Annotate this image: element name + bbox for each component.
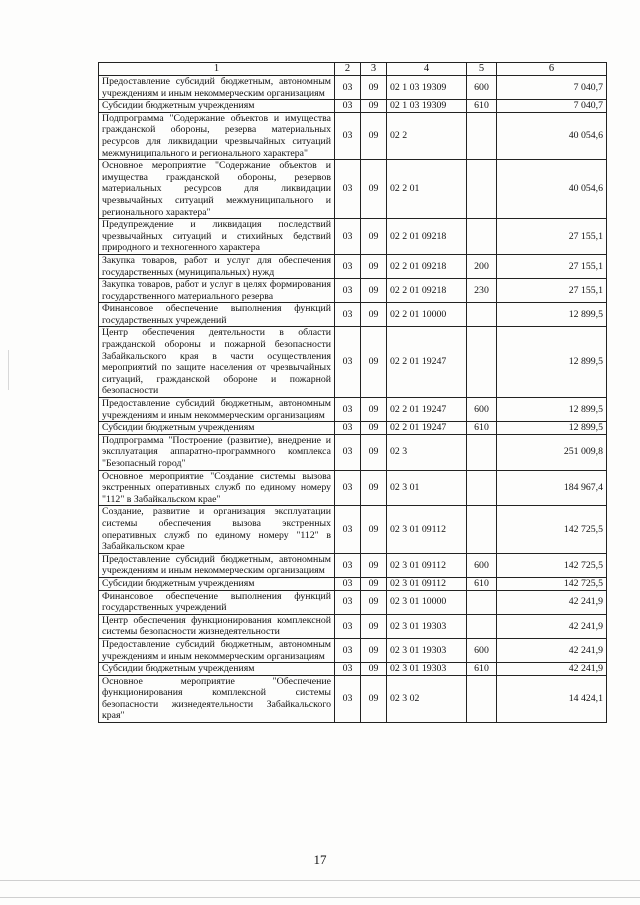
row-subsection-cell: 09 [361, 327, 387, 398]
budget-table [98, 62, 607, 723]
row-target-code-cell: 02 2 01 09218 [387, 279, 467, 303]
scan-edge-line [0, 880, 640, 881]
row-amount-cell: 42 241,9 [497, 614, 607, 638]
table-row [99, 675, 607, 722]
row-target-code-cell: 02 1 03 19309 [387, 76, 467, 100]
row-section-cell: 03 [335, 663, 361, 676]
page-number: 17 [313, 852, 327, 867]
row-subsection-cell: 09 [361, 76, 387, 100]
row-name-cell: Субсидии бюджетным учреждениям [99, 577, 335, 590]
header-cell: 6 [497, 63, 607, 76]
table-row [99, 100, 607, 113]
row-subsection-cell: 09 [361, 303, 387, 327]
row-target-code-cell: 02 3 01 10000 [387, 590, 467, 614]
row-expense-type-cell: 610 [467, 422, 497, 435]
row-expense-type-cell [467, 434, 497, 470]
row-subsection-cell: 09 [361, 470, 387, 506]
row-subsection-cell: 09 [361, 422, 387, 435]
table-row [99, 590, 607, 614]
row-section-cell: 03 [335, 638, 361, 662]
row-subsection-cell: 09 [361, 506, 387, 553]
row-name-cell: Субсидии бюджетным учреждениям [99, 100, 335, 113]
row-subsection-cell: 09 [361, 663, 387, 676]
row-amount-cell: 184 967,4 [497, 470, 607, 506]
row-subsection-cell: 09 [361, 398, 387, 422]
row-name-cell: Закупка товаров, работ и услуг для обеспечения государственных (муниципальных) нужд [99, 254, 335, 278]
row-expense-type-cell [467, 112, 497, 159]
row-amount-cell: 12 899,5 [497, 327, 607, 398]
row-name-cell: Создание, развитие и организация эксплуатации системы обеспечения вызова экстренных оперативных служб по единому номеру "112" в Забайкальском крае [99, 506, 335, 553]
row-target-code-cell: 02 3 01 19303 [387, 614, 467, 638]
row-target-code-cell: 02 2 01 10000 [387, 303, 467, 327]
row-subsection-cell: 09 [361, 638, 387, 662]
row-section-cell: 03 [335, 303, 361, 327]
row-target-code-cell: 02 2 01 09218 [387, 254, 467, 278]
row-amount-cell: 42 241,9 [497, 638, 607, 662]
row-amount-cell: 12 899,5 [497, 303, 607, 327]
row-expense-type-cell: 230 [467, 279, 497, 303]
table-row [99, 303, 607, 327]
row-subsection-cell: 09 [361, 100, 387, 113]
row-expense-type-cell [467, 219, 497, 255]
row-expense-type-cell [467, 160, 497, 219]
row-section-cell: 03 [335, 76, 361, 100]
row-target-code-cell: 02 3 01 09112 [387, 577, 467, 590]
row-name-cell: Центр обеспечения деятельности в области гражданской обороны и пожарной безопасности Забайкальского края в части осуществления мероприятий по защите населения от чрезвычайных ситуаций, гражданской обороне и пожарной безопасности [99, 327, 335, 398]
row-amount-cell: 40 054,6 [497, 160, 607, 219]
row-name-cell: Закупка товаров, работ и услуг в целях формирования государственного материального резерва [99, 279, 335, 303]
row-expense-type-cell: 610 [467, 663, 497, 676]
table-row [99, 112, 607, 159]
table-row [99, 219, 607, 255]
row-name-cell: Подпрограмма "Содержание объектов и имущества гражданской обороны, резерва материальных ресурсов для ликвидации чрезвычайных ситуаций межмуниципального и регионального характера" [99, 112, 335, 159]
row-amount-cell: 40 054,6 [497, 112, 607, 159]
row-subsection-cell: 09 [361, 434, 387, 470]
row-section-cell: 03 [335, 553, 361, 577]
row-amount-cell: 27 155,1 [497, 279, 607, 303]
row-name-cell: Центр обеспечения функционирования комплексной системы безопасности жизнедеятельности [99, 614, 335, 638]
row-target-code-cell: 02 2 01 19247 [387, 327, 467, 398]
table-header-row [99, 63, 607, 76]
row-section-cell: 03 [335, 398, 361, 422]
row-expense-type-cell [467, 327, 497, 398]
row-subsection-cell: 09 [361, 160, 387, 219]
row-name-cell: Предоставление субсидий бюджетным, автономным учреждениям и иным некоммерческим организациям [99, 76, 335, 100]
row-section-cell: 03 [335, 577, 361, 590]
header-cell: 1 [99, 63, 335, 76]
table-row [99, 577, 607, 590]
row-subsection-cell: 09 [361, 553, 387, 577]
table-row [99, 422, 607, 435]
row-subsection-cell: 09 [361, 112, 387, 159]
row-amount-cell: 142 725,5 [497, 577, 607, 590]
row-section-cell: 03 [335, 100, 361, 113]
row-name-cell: Субсидии бюджетным учреждениям [99, 422, 335, 435]
row-expense-type-cell: 610 [467, 577, 497, 590]
row-subsection-cell: 09 [361, 254, 387, 278]
row-section-cell: 03 [335, 327, 361, 398]
row-subsection-cell: 09 [361, 675, 387, 722]
row-target-code-cell: 02 3 01 09112 [387, 553, 467, 577]
row-target-code-cell: 02 2 01 19247 [387, 398, 467, 422]
row-section-cell: 03 [335, 254, 361, 278]
table-row [99, 434, 607, 470]
table-row [99, 663, 607, 676]
row-name-cell: Основное мероприятие "Содержание объектов и имущества гражданской обороны, резервов материальных ресурсов для ликвидации чрезвычайных ситуаций межмуниципального и регионального характера" [99, 160, 335, 219]
row-section-cell: 03 [335, 434, 361, 470]
row-name-cell: Субсидии бюджетным учреждениям [99, 663, 335, 676]
row-expense-type-cell: 600 [467, 638, 497, 662]
row-section-cell: 03 [335, 590, 361, 614]
row-amount-cell: 42 241,9 [497, 663, 607, 676]
row-amount-cell: 142 725,5 [497, 553, 607, 577]
row-expense-type-cell [467, 675, 497, 722]
table-row [99, 254, 607, 278]
row-amount-cell: 12 899,5 [497, 422, 607, 435]
row-target-code-cell: 02 3 01 [387, 470, 467, 506]
row-amount-cell: 7 040,7 [497, 100, 607, 113]
row-section-cell: 03 [335, 160, 361, 219]
row-target-code-cell: 02 3 02 [387, 675, 467, 722]
header-cell: 2 [335, 63, 361, 76]
row-expense-type-cell [467, 470, 497, 506]
table-row [99, 327, 607, 398]
row-section-cell: 03 [335, 219, 361, 255]
row-target-code-cell: 02 2 [387, 112, 467, 159]
row-amount-cell: 14 424,1 [497, 675, 607, 722]
row-expense-type-cell: 600 [467, 76, 497, 100]
row-amount-cell: 12 899,5 [497, 398, 607, 422]
table-row [99, 279, 607, 303]
table-row [99, 638, 607, 662]
row-name-cell: Финансовое обеспечение выполнения функций государственных учреждений [99, 590, 335, 614]
row-amount-cell: 42 241,9 [497, 590, 607, 614]
table-row [99, 470, 607, 506]
row-subsection-cell: 09 [361, 219, 387, 255]
row-expense-type-cell: 200 [467, 254, 497, 278]
table-row [99, 506, 607, 553]
header-cell: 4 [387, 63, 467, 76]
row-subsection-cell: 09 [361, 577, 387, 590]
header-cell: 3 [361, 63, 387, 76]
scan-margin-mark [8, 350, 9, 390]
row-section-cell: 03 [335, 675, 361, 722]
scan-edge-line [0, 897, 640, 898]
row-section-cell: 03 [335, 279, 361, 303]
row-name-cell: Основное мероприятие "Создание системы вызова экстренных оперативных служб по единому номеру "112" в Забайкальском крае" [99, 470, 335, 506]
row-target-code-cell: 02 3 01 19303 [387, 638, 467, 662]
row-amount-cell: 27 155,1 [497, 219, 607, 255]
row-amount-cell: 7 040,7 [497, 76, 607, 100]
row-subsection-cell: 09 [361, 590, 387, 614]
table-row [99, 553, 607, 577]
row-expense-type-cell [467, 506, 497, 553]
row-name-cell: Предоставление субсидий бюджетным, автономным учреждениям и иным некоммерческим организациям [99, 398, 335, 422]
row-section-cell: 03 [335, 506, 361, 553]
table-row [99, 398, 607, 422]
table-row [99, 160, 607, 219]
row-amount-cell: 251 009,8 [497, 434, 607, 470]
row-target-code-cell: 02 3 01 09112 [387, 506, 467, 553]
header-cell: 5 [467, 63, 497, 76]
row-name-cell: Финансовое обеспечение выполнения функций государственных учреждений [99, 303, 335, 327]
row-expense-type-cell: 600 [467, 398, 497, 422]
row-section-cell: 03 [335, 112, 361, 159]
row-name-cell: Предупреждение и ликвидация последствий чрезвычайных ситуаций и стихийных бедствий природного и техногенного характера [99, 219, 335, 255]
row-target-code-cell: 02 3 01 19303 [387, 663, 467, 676]
row-subsection-cell: 09 [361, 614, 387, 638]
row-amount-cell: 27 155,1 [497, 254, 607, 278]
row-subsection-cell: 09 [361, 279, 387, 303]
row-target-code-cell: 02 2 01 09218 [387, 219, 467, 255]
row-target-code-cell: 02 1 03 19309 [387, 100, 467, 113]
row-name-cell: Подпрограмма "Построение (развитие), внедрение и эксплуатация аппаратно-программного комплекса "Безопасный город" [99, 434, 335, 470]
row-expense-type-cell: 610 [467, 100, 497, 113]
row-name-cell: Предоставление субсидий бюджетным, автономным учреждениям и иным некоммерческим организациям [99, 638, 335, 662]
row-section-cell: 03 [335, 470, 361, 506]
row-expense-type-cell [467, 614, 497, 638]
row-target-code-cell: 02 3 [387, 434, 467, 470]
row-section-cell: 03 [335, 614, 361, 638]
row-target-code-cell: 02 2 01 [387, 160, 467, 219]
row-expense-type-cell [467, 303, 497, 327]
row-expense-type-cell: 600 [467, 553, 497, 577]
row-target-code-cell: 02 2 01 19247 [387, 422, 467, 435]
table-row [99, 76, 607, 100]
row-name-cell: Предоставление субсидий бюджетным, автономным учреждениям и иным некоммерческим организациям [99, 553, 335, 577]
row-name-cell: Основное мероприятие "Обеспечение функционирования комплексной системы безопасности жизнедеятельности Забайкальского края" [99, 675, 335, 722]
row-section-cell: 03 [335, 422, 361, 435]
table-row [99, 614, 607, 638]
row-amount-cell: 142 725,5 [497, 506, 607, 553]
row-expense-type-cell [467, 590, 497, 614]
